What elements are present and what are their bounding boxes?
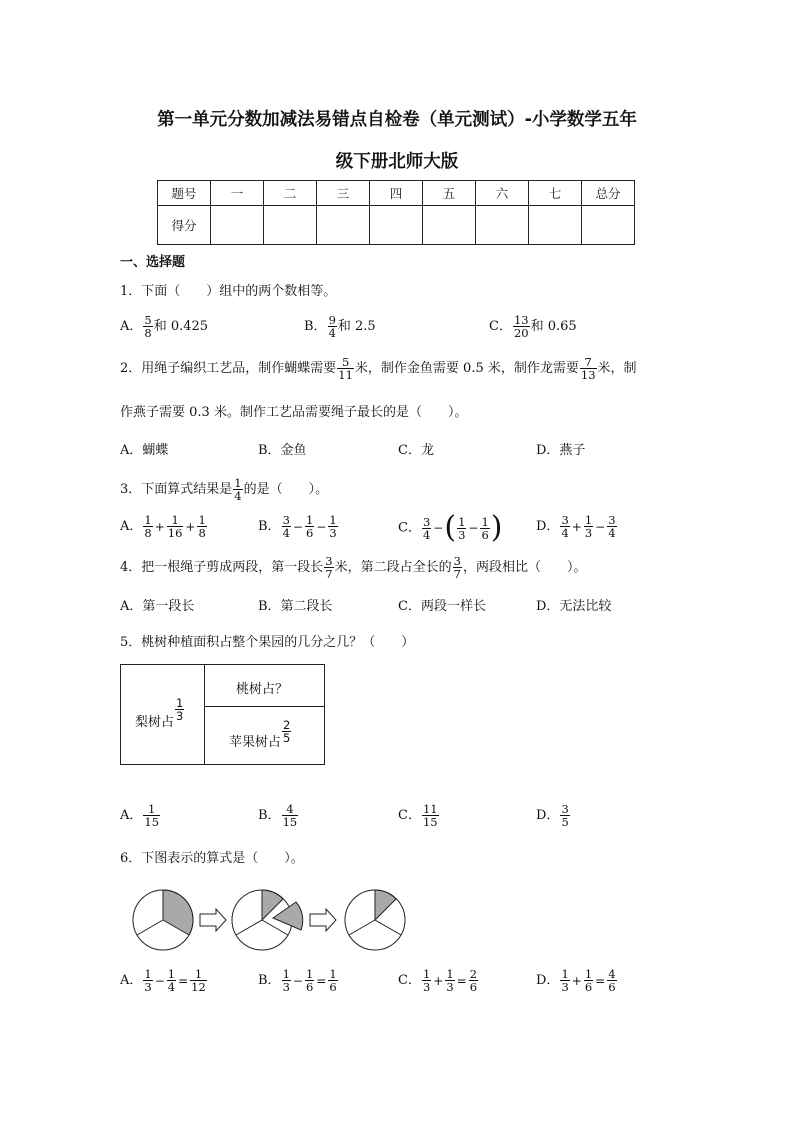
operator: − <box>292 973 303 988</box>
q1-option-b[interactable] <box>304 314 376 339</box>
q2-option-a[interactable]: A．蝴蝶 <box>120 443 169 458</box>
numerator: 1 <box>561 967 569 981</box>
operator: + <box>571 519 582 534</box>
fraction <box>584 968 593 993</box>
question-text-part: 的是（ ）。 <box>243 482 329 497</box>
denominator: 4 <box>561 526 569 540</box>
operator: − <box>433 521 444 535</box>
numerator: 1 <box>422 967 431 981</box>
option-label: A． <box>120 319 143 334</box>
option-label: D． <box>536 808 560 823</box>
numerator: 1 <box>584 513 593 527</box>
page-title-line1: 第一单元分数加减法易错点自检卷（单元测试）-小学数学五年 <box>157 110 637 130</box>
denominator: 15 <box>144 815 160 829</box>
score-cell[interactable] <box>423 206 476 245</box>
operator: − <box>316 519 327 534</box>
fraction <box>143 514 152 539</box>
fraction <box>282 719 291 744</box>
fraction <box>328 968 337 993</box>
fraction <box>167 514 184 539</box>
question-4-text <box>120 555 586 580</box>
operator: − <box>468 521 479 535</box>
denominator: 3 <box>584 526 593 540</box>
option-label: C． <box>398 808 421 823</box>
question-3-text <box>120 477 328 502</box>
denominator: 6 <box>608 980 616 994</box>
numerator: 7 <box>580 356 597 369</box>
denominator: 6 <box>481 527 489 542</box>
numerator: 1 <box>305 513 314 527</box>
question-1-text: 1．下面（ ）组中的两个数相等。 <box>120 284 337 299</box>
math-expression <box>281 967 339 994</box>
numerator: 3 <box>608 513 616 527</box>
fraction <box>422 968 431 993</box>
option-label: A． <box>120 808 143 823</box>
score-header-cell: 六 <box>476 181 529 206</box>
q1-option-a[interactable] <box>120 314 208 339</box>
option-label: C． <box>489 319 512 334</box>
question-5-text: 5．桃树种植面积占整个果园的几分之几？（ ） <box>120 635 415 650</box>
numerator: 1 <box>329 967 337 981</box>
score-header-cell: 二 <box>264 181 317 206</box>
numerator: 1 <box>446 967 454 981</box>
option-label: A． <box>120 519 143 534</box>
numerator: 1 <box>176 696 184 710</box>
math-expression <box>456 514 491 542</box>
denominator: 8 <box>144 326 152 340</box>
denominator: 4 <box>422 527 431 542</box>
denominator: 3 <box>458 527 466 542</box>
score-header-cell: 一 <box>211 181 264 206</box>
question-text-part: 米，制 <box>597 361 637 376</box>
denominator: 8 <box>198 526 206 540</box>
option-text: 和 2.5 <box>337 319 376 334</box>
q6-option-c[interactable] <box>398 968 479 993</box>
question-2-text-line2: 作燕子需要 0.3 米。制作工艺品需要绳子最长的是（ ）。 <box>120 405 468 420</box>
score-cell[interactable] <box>370 206 423 245</box>
math-expression <box>142 967 207 994</box>
numerator: 3 <box>561 513 569 527</box>
option-label: C． <box>398 973 421 988</box>
option-text: 和 0.425 <box>153 319 209 334</box>
q4-option-b[interactable]: B．第二段长 <box>258 599 333 614</box>
operator: = <box>456 973 467 988</box>
denominator: 12 <box>191 980 206 994</box>
numerator: 11 <box>422 802 438 816</box>
denominator: 7 <box>325 567 333 581</box>
q5-option-b[interactable] <box>258 803 299 828</box>
numerator: 4 <box>282 803 299 816</box>
numerator: 1 <box>167 514 184 527</box>
fraction <box>282 514 291 539</box>
question-text-part: 米，制作金鱼需要 0.5 米，制作龙需要 <box>354 361 579 376</box>
fraction <box>190 968 207 993</box>
fraction <box>143 968 152 993</box>
fraction <box>445 968 454 993</box>
denominator: 6 <box>305 980 314 994</box>
score-cell[interactable] <box>211 206 264 245</box>
operator: + <box>185 519 196 534</box>
question-text-part: 2．用绳子编织工艺品，制作蝴蝶需要 <box>120 361 337 376</box>
q5-option-d[interactable] <box>536 803 571 828</box>
numerator: 1 <box>234 476 242 490</box>
apple-text: 苹果树占 <box>229 735 282 750</box>
operator: = <box>316 973 327 988</box>
q1-option-c[interactable] <box>489 314 577 339</box>
fraction <box>197 514 206 539</box>
numerator: 3 <box>422 514 431 529</box>
operator: − <box>292 519 303 534</box>
numerator: 3 <box>325 554 333 568</box>
fraction <box>305 514 314 539</box>
denominator: 15 <box>282 815 298 829</box>
numerator: 1 <box>198 513 206 527</box>
score-header-cell: 三 <box>317 181 370 206</box>
score-table-score-row <box>158 206 635 245</box>
denominator: 11 <box>338 368 353 382</box>
math-expression <box>559 967 617 994</box>
numerator: 1 <box>305 967 314 981</box>
score-header-cell: 题号 <box>158 181 211 206</box>
math-expression <box>559 513 617 540</box>
pear-label <box>135 697 185 730</box>
numerator: 3 <box>561 802 569 816</box>
denominator: 3 <box>422 980 431 994</box>
left-paren: ( <box>444 510 457 545</box>
q2-option-b[interactable]: B．金鱼 <box>258 443 307 458</box>
q5-option-c[interactable] <box>398 803 440 828</box>
denominator: 6 <box>469 980 478 994</box>
fraction <box>167 968 176 993</box>
denominator: 6 <box>329 980 337 994</box>
q4-option-c[interactable]: C．两段一样长 <box>398 599 486 614</box>
denominator: 7 <box>453 567 461 581</box>
denominator: 4 <box>282 526 290 540</box>
operator: + <box>433 973 444 988</box>
right-arrow-icon <box>310 909 336 931</box>
q4-option-d[interactable]: D．无法比较 <box>536 599 612 614</box>
pear-text: 梨树占 <box>135 715 175 730</box>
denominator: 3 <box>176 709 184 723</box>
denominator: 16 <box>167 526 183 540</box>
operator: + <box>154 519 165 534</box>
denominator: 4 <box>234 489 242 503</box>
fraction <box>607 968 616 993</box>
option-text: 和 0.65 <box>530 319 577 334</box>
numerator: 1 <box>481 514 489 529</box>
fraction <box>480 516 489 541</box>
score-header-cell: 五 <box>423 181 476 206</box>
denominator: 3 <box>446 980 454 994</box>
fraction <box>324 555 333 580</box>
fraction <box>453 555 462 580</box>
score-header-cell: 总分 <box>582 181 635 206</box>
fraction <box>305 968 314 993</box>
fraction <box>580 356 597 381</box>
numerator: 2 <box>469 967 478 981</box>
pie-result <box>345 890 405 950</box>
fraction <box>282 968 291 993</box>
fraction <box>457 516 466 541</box>
fraction <box>175 697 184 722</box>
score-header-cell: 四 <box>370 181 423 206</box>
q5-option-a[interactable] <box>120 803 161 828</box>
question-text-part: 3．下面算式结果是 <box>120 482 233 497</box>
right-paren: ) <box>490 510 503 545</box>
score-cell[interactable] <box>264 206 317 245</box>
question-6-text: 6．下图表示的算式是（ ）。 <box>120 851 304 866</box>
denominator: 5 <box>283 731 291 745</box>
numerator: 4 <box>608 967 616 981</box>
q2-option-d[interactable]: D．燕子 <box>536 443 586 458</box>
right-arrow-icon <box>200 909 226 931</box>
numerator: 3 <box>453 554 461 568</box>
q4-option-a[interactable]: A．第一段长 <box>120 599 195 614</box>
numerator: 9 <box>328 313 336 327</box>
fraction <box>233 477 242 502</box>
math-expression <box>421 967 479 994</box>
option-label: C． <box>398 520 421 536</box>
divider <box>204 706 324 707</box>
numerator: 1 <box>167 967 176 981</box>
question-2-text <box>120 356 637 381</box>
numerator: 1 <box>144 513 152 527</box>
operator: = <box>178 973 189 988</box>
pie-whole-one-third-shaded <box>133 890 193 950</box>
fraction <box>560 514 569 539</box>
fraction <box>560 803 569 828</box>
q2-option-c[interactable]: C．龙 <box>398 443 434 458</box>
numerator: 1 <box>282 967 290 981</box>
peach-label: 桃树占？ <box>236 682 289 697</box>
option-label: B． <box>258 973 281 988</box>
page-title-line2: 级下册北师大版 <box>335 152 459 172</box>
denominator: 4 <box>167 980 176 994</box>
score-header-cell: 七 <box>529 181 582 206</box>
fraction <box>513 314 530 339</box>
score-cell[interactable] <box>529 206 582 245</box>
score-cell[interactable] <box>317 206 370 245</box>
operator: − <box>154 973 165 988</box>
fraction <box>560 968 569 993</box>
question-text-part: 米，第二段占全长的 <box>334 560 452 575</box>
denominator: 15 <box>422 815 438 829</box>
q6-option-b[interactable] <box>258 968 339 993</box>
fraction <box>282 803 299 828</box>
operator: − <box>595 519 606 534</box>
denominator: 3 <box>329 526 337 540</box>
denominator: 13 <box>580 368 596 382</box>
pie-removing-piece <box>232 890 303 950</box>
fraction <box>607 514 616 539</box>
option-label: D． <box>536 519 560 534</box>
option-label: B． <box>304 319 327 334</box>
divider <box>204 665 205 764</box>
score-row-label: 得分 <box>158 206 211 245</box>
denominator: 6 <box>584 980 593 994</box>
q3-option-b[interactable] <box>258 514 339 539</box>
denominator: 3 <box>144 980 152 994</box>
score-table-header-row <box>158 181 635 206</box>
orchard-diagram <box>120 664 325 765</box>
apple-label <box>229 719 292 750</box>
question-text-part: ，两段相比（ ）。 <box>462 560 587 575</box>
numerator: 1 <box>144 967 152 981</box>
denominator: 8 <box>144 526 152 540</box>
fraction <box>143 803 160 828</box>
fraction <box>422 803 439 828</box>
denominator: 4 <box>608 526 616 540</box>
fraction <box>422 516 431 541</box>
numerator: 1 <box>190 968 207 981</box>
option-label: B． <box>258 808 281 823</box>
math-expression <box>281 513 339 540</box>
q3-option-a[interactable] <box>120 514 208 539</box>
denominator: 4 <box>328 326 336 340</box>
fraction <box>337 356 354 381</box>
fraction <box>328 514 337 539</box>
numerator: 1 <box>584 967 593 981</box>
math-expression <box>142 513 207 540</box>
denominator: 3 <box>282 980 290 994</box>
fraction <box>469 968 478 993</box>
numerator: 5 <box>337 356 354 369</box>
q3-option-c[interactable] <box>398 510 503 545</box>
pie-sequence-diagram <box>125 882 415 958</box>
option-label: B． <box>258 519 281 534</box>
score-cell[interactable] <box>476 206 529 245</box>
numerator: 13 <box>513 313 529 327</box>
option-label: A． <box>120 973 143 988</box>
denominator: 6 <box>305 526 314 540</box>
score-table <box>157 180 635 245</box>
fraction <box>328 314 337 339</box>
q3-option-d[interactable] <box>536 514 618 539</box>
numerator: 1 <box>143 803 160 816</box>
operator: + <box>571 973 582 988</box>
score-cell[interactable] <box>582 206 635 245</box>
numerator: 2 <box>283 718 291 732</box>
operator: = <box>595 973 606 988</box>
denominator: 20 <box>513 326 529 340</box>
fraction <box>143 314 152 339</box>
numerator: 3 <box>282 513 290 527</box>
q6-option-d[interactable] <box>536 968 618 993</box>
numerator: 5 <box>144 313 152 327</box>
denominator: 3 <box>561 980 569 994</box>
section-heading: 一、选择题 <box>120 255 186 270</box>
q6-option-a[interactable] <box>120 968 208 993</box>
numerator: 1 <box>329 513 337 527</box>
numerator: 1 <box>458 514 466 529</box>
question-text-part: 4．把一根绳子剪成两段，第一段长 <box>120 560 324 575</box>
denominator: 5 <box>561 815 569 829</box>
option-label: D． <box>536 973 560 988</box>
fraction <box>584 514 593 539</box>
